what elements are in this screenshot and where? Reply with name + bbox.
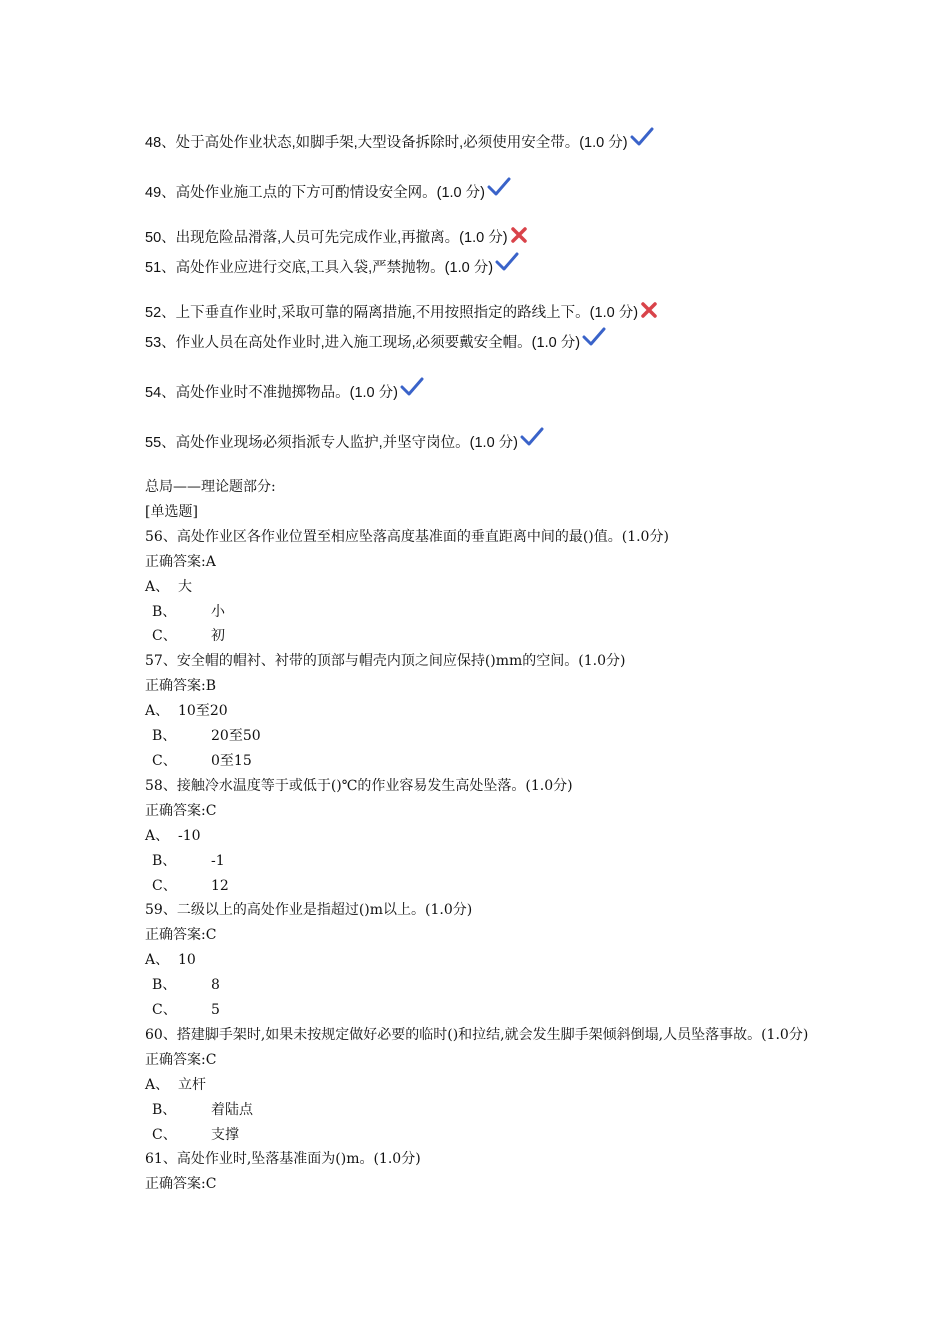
option-a: A、 -10 — [145, 827, 201, 844]
cross-icon — [640, 301, 658, 319]
correct-answer: 正确答案:B — [145, 678, 217, 695]
question-type-label: [单选题] — [145, 503, 198, 520]
theory-section — [145, 475, 835, 1197]
tf-text: 49、高处作业施工点的下方可酌情设安全网。(1.0 分) — [145, 185, 485, 201]
correct-answer: 正确答案:C — [145, 927, 217, 944]
check-icon — [582, 327, 606, 347]
question-text: 61、高处作业时,坠落基准面为()m。(1.0分) — [145, 1151, 421, 1168]
check-icon — [630, 127, 654, 147]
question-58 — [145, 774, 835, 899]
question-59 — [145, 898, 835, 1023]
tf-text: 53、作业人员在高处作业时,进入施工现场,必须要戴安全帽。(1.0 分) — [145, 335, 581, 351]
option-b: B、 20至50 — [152, 728, 261, 745]
cross-icon — [510, 226, 528, 244]
question-text: 56、高处作业区各作业位置至相应坠落高度基准面的垂直距离中间的最()值。(1.0分) — [145, 528, 669, 545]
option-c: C、 12 — [152, 877, 229, 894]
tf-item-55 — [145, 431, 544, 452]
tf-item-48 — [145, 131, 654, 152]
option-c: C、 初 — [152, 628, 225, 645]
tf-item-54 — [145, 381, 424, 402]
option-b: B、 -1 — [152, 852, 225, 869]
check-icon — [487, 177, 511, 197]
option-a: A、 大 — [145, 578, 192, 595]
tf-text: 52、上下垂直作业时,采取可靠的隔离措施,不用按照指定的路线上下。(1.0 分) — [145, 305, 639, 321]
check-icon — [400, 377, 424, 397]
question-text: 59、二级以上的高处作业是指超过()m以上。(1.0分) — [145, 902, 473, 919]
question-60 — [145, 1023, 835, 1148]
correct-answer: 正确答案:C — [145, 802, 217, 819]
tf-text: 51、高处作业应进行交底,工具入袋,严禁抛物。(1.0 分) — [145, 260, 494, 276]
correct-answer: 正确答案:C — [145, 1051, 217, 1068]
tf-item-53 — [145, 331, 606, 352]
question-text: 58、接触冷水温度等于或低于()℃的作业容易发生高处坠落。(1.0分) — [145, 777, 573, 794]
option-a: A、 立杆 — [145, 1076, 206, 1093]
tf-text: 55、高处作业现场必须指派专人监护,并坚守岗位。(1.0 分) — [145, 435, 518, 451]
question-61 — [145, 1147, 835, 1197]
check-icon — [520, 427, 544, 447]
option-a: A、 10至20 — [145, 703, 228, 720]
question-56 — [145, 525, 835, 650]
option-b: B、 小 — [152, 603, 225, 620]
option-c: C、 支撑 — [152, 1126, 239, 1143]
question-text: 60、搭建脚手架时,如果未按规定做好必要的临时()和拉结,就会发生脚手架倾斜倒塌,人员坠落事故。(1.0分) — [145, 1026, 809, 1043]
tf-item-50 — [145, 226, 528, 247]
tf-text: 48、处于高处作业状态,如脚手架,大型设备拆除时,必须使用安全带。(1.0 分) — [145, 135, 628, 151]
tf-text: 50、出现危险品滑落,人员可先完成作业,再撤离。(1.0 分) — [145, 230, 508, 246]
option-c: C、 5 — [152, 1002, 220, 1019]
tf-item-52 — [145, 301, 658, 322]
option-c: C、 0至15 — [152, 752, 252, 769]
section-heading: 总局——理论题部分: — [145, 479, 276, 495]
tf-text: 54、高处作业时不准抛掷物品。(1.0 分) — [145, 385, 398, 401]
correct-answer: 正确答案:C — [145, 1176, 217, 1193]
tf-item-51 — [145, 256, 519, 277]
option-a: A、 10 — [145, 952, 196, 969]
option-b: B、 8 — [152, 977, 220, 994]
tf-item-49 — [145, 181, 511, 202]
correct-answer: 正确答案:A — [145, 553, 216, 570]
question-57 — [145, 649, 835, 774]
check-icon — [495, 252, 519, 272]
question-text: 57、安全帽的帽衬、衬带的顶部与帽壳内顶之间应保持()mm的空间。(1.0分) — [145, 653, 626, 670]
option-b: B、 着陆点 — [152, 1101, 253, 1118]
